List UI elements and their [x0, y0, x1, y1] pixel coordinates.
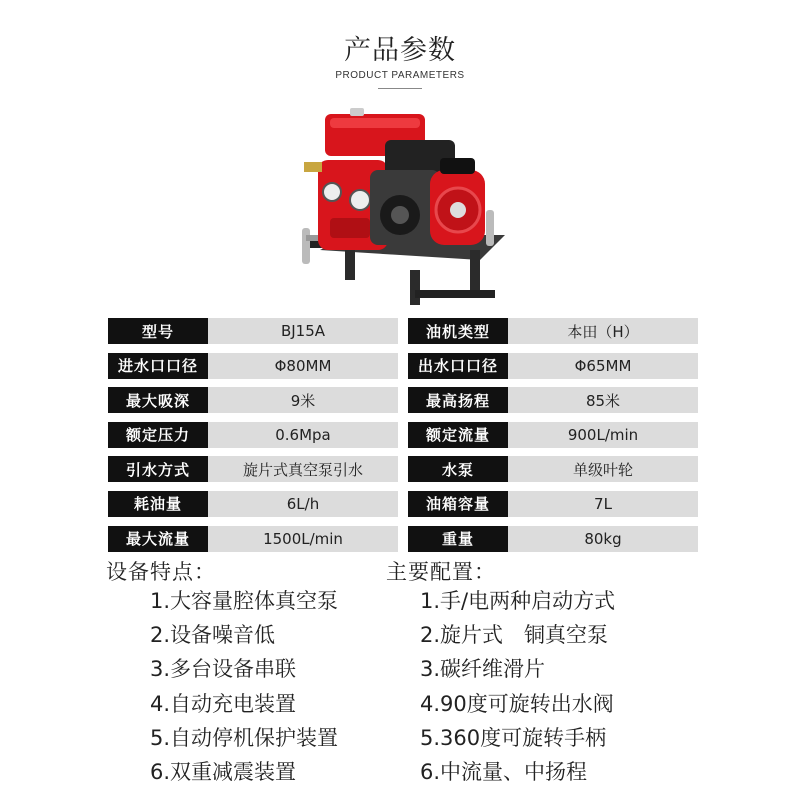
features-list: [150, 586, 338, 791]
spec-table: [108, 318, 698, 560]
feature-item: 5.自动停机保护装置: [150, 725, 339, 750]
spec-value: 900L/min: [508, 422, 698, 448]
spec-label: 油箱容量: [408, 491, 508, 517]
spec-label: 额定流量: [408, 422, 508, 448]
spec-value: 85米: [508, 387, 698, 413]
config-item: 1.手/电两种启动方式: [420, 589, 616, 613]
spec-label: 引水方式: [108, 456, 208, 482]
spec-label: 最大流量: [108, 526, 208, 552]
spec-label: 最大吸深: [108, 387, 208, 413]
spec-value: 0.6Mpa: [208, 422, 398, 448]
spec-row: [108, 353, 698, 379]
config-item: 4.90度可旋转出水阀: [420, 691, 614, 716]
spec-row: [108, 387, 698, 413]
spec-row: [108, 318, 698, 344]
spec-label: 进水口口径: [108, 353, 208, 379]
subtitle-divider: [378, 88, 422, 89]
feature-item: 4.自动充电装置: [150, 691, 297, 716]
config-item: 5.360度可旋转手柄: [420, 725, 607, 750]
spec-label: 型号: [108, 318, 208, 344]
features-heading: 设备特点：: [106, 560, 216, 584]
feature-item: 6.双重减震装置: [150, 759, 297, 784]
spec-label: 最高扬程: [408, 387, 508, 413]
spec-value: 1500L/min: [208, 526, 398, 552]
engine: [370, 140, 485, 245]
spec-label: 油机类型: [408, 318, 508, 344]
spec-label: 耗油量: [108, 491, 208, 517]
spec-label: 出水口口径: [408, 353, 508, 379]
spec-value: BJ15A: [208, 318, 398, 344]
spec-value: 9米: [208, 387, 398, 413]
spec-value: 旋片式真空泵引水: [208, 456, 398, 482]
spec-value: 单级叶轮: [508, 456, 698, 482]
spec-value: Φ80MM: [208, 353, 398, 379]
spec-value: Φ65MM: [508, 353, 698, 379]
spec-value: 7L: [508, 491, 698, 517]
feature-item: 1.大容量腔体真空泵: [150, 589, 339, 613]
config-list: [420, 586, 615, 791]
config-item: 3.碳纤维滑片: [420, 657, 546, 682]
feature-item: 2.设备噪音低: [150, 623, 276, 648]
page-subtitle: PRODUCT PARAMETERS: [335, 70, 465, 81]
spec-row: [108, 456, 698, 482]
config-item: 6.中流量、中扬程: [420, 759, 588, 784]
config-item: 2.旋片式 铜真空泵: [420, 623, 609, 648]
config-heading: 主要配置：: [386, 560, 496, 584]
spec-value: 本田（H）: [508, 318, 698, 344]
page-title: 产品参数: [344, 35, 456, 66]
spec-row: [108, 526, 698, 552]
spec-label: 重量: [408, 526, 508, 552]
spec-label: 额定压力: [108, 422, 208, 448]
spec-value: 80kg: [508, 526, 698, 552]
spec-label: 水泵: [408, 456, 508, 482]
spec-row: [108, 491, 698, 517]
feature-item: 3.多台设备串联: [150, 657, 297, 682]
fire-pump-image: [290, 100, 520, 310]
spec-value: 6L/h: [208, 491, 398, 517]
spec-row: [108, 422, 698, 448]
